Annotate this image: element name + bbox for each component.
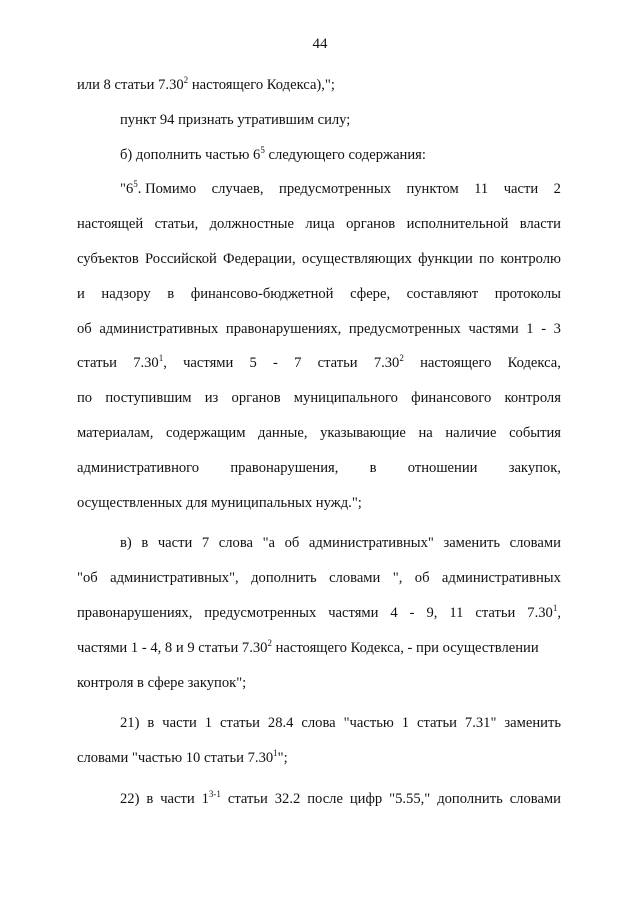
text-line: словами "частью 10 статьи 7.30$^1$"; [77, 748, 288, 767]
text-line: об административных правонарушениях, предусмотренных частями 1 - 3 [77, 320, 561, 337]
text-line: материалам, содержащим данные, указывающие на наличие события [77, 424, 561, 441]
text-line: субъектов Российской Федерации, осуществляющих функции по контролю [77, 250, 561, 267]
text-line: 21) в части 1 статьи 28.4 слова "частью 1 статьи 7.31" заменить [120, 715, 561, 732]
text-line: и надзору в финансово-бюджетной сфере, составляют протоколы [77, 285, 561, 302]
text-line: административного правонарушения, в отношении закупок, [77, 459, 561, 476]
text-line: б) дополнить частью $6^5$ следующего содержания: [120, 144, 426, 163]
text-line: контроля в сфере закупок"; [77, 674, 247, 691]
text-line: правонарушениях, предусмотренных частями 4 - 9, 11 статьи 7.30$^1$, [77, 602, 561, 621]
text-line: в) в части 7 слова "а об административных" заменить словами [120, 535, 561, 552]
text-line: частями 1 - 4, 8 и 9 статьи 7.30$^2$ настоящего Кодекса, - при осуществлении [77, 637, 539, 656]
text-line: или 8 статьи 7.30$^2$ настоящего Кодекса),"; [77, 75, 335, 93]
document-body [77, 74, 561, 823]
text-line: настоящей статьи, должностные лица органов исполнительной власти [77, 216, 561, 233]
text-line: "об административных", дополнить словами ", об административных [77, 570, 561, 587]
page-number: 44 [312, 36, 328, 52]
text-line: осуществленных для муниципальных нужд."; [77, 494, 362, 511]
text-line: статьи 7.30$^1$, частями 5 - 7 статьи 7.30$^2$ настоящего Кодекса, [77, 353, 561, 372]
text-line: 22) в части 1$^{3-1}$ статьи 32.2 после цифр "5.55," дополнить словами [120, 788, 561, 807]
text-line: "$6^5$. Помимо случаев, предусмотренных пунктом 11 части 2 [120, 179, 561, 198]
text-line: по поступившим из органов муниципального финансового контроля [77, 390, 561, 407]
text-line: пункт 94 признать утратившим силу; [120, 111, 351, 128]
